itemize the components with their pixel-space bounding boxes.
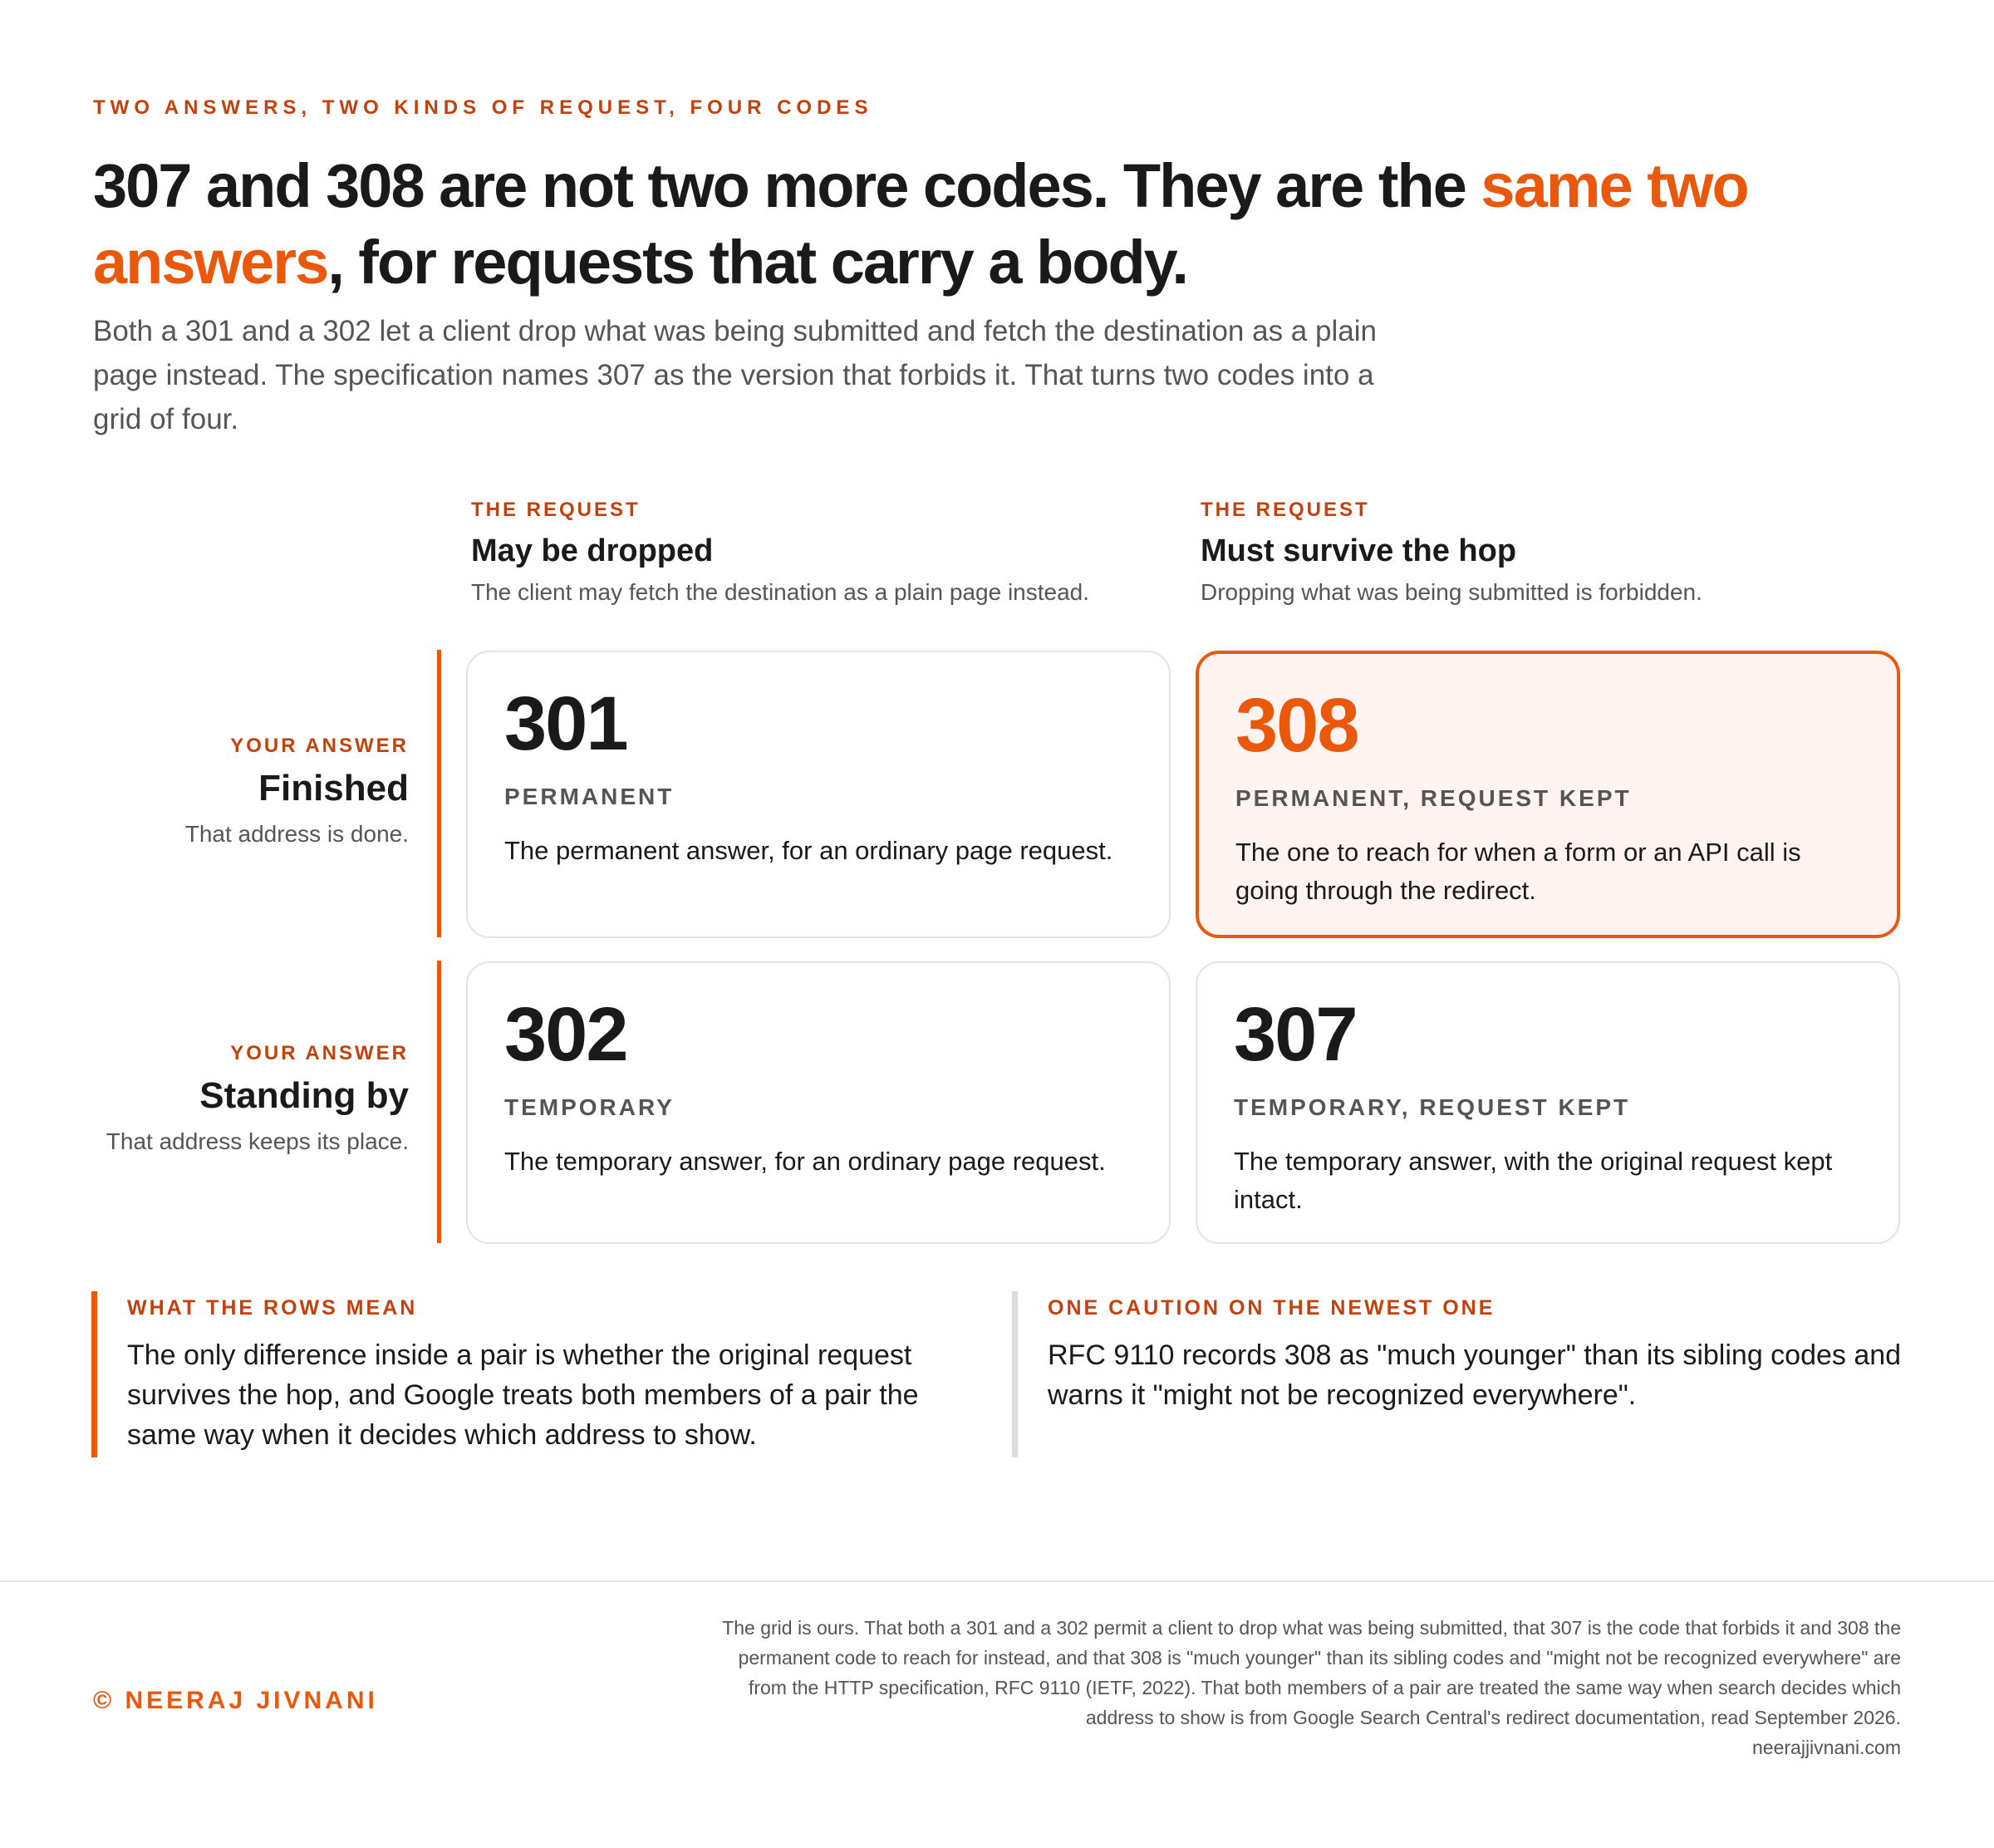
note-body: RFC 9110 records 308 as "much younger" than its sibling codes and warns it "might not be recognized everywhere". [1048, 1339, 1902, 1411]
note-kicker: ONE CAUTION ON THE NEWEST ONE [1048, 1296, 1496, 1320]
row-header-standing-by [60, 1042, 409, 1155]
status-label: TEMPORARY [504, 1094, 675, 1120]
brand-copyright: © NEERAJ JIVNANI [93, 1687, 378, 1714]
row-kicker: YOUR ANSWER [230, 1042, 409, 1064]
status-description: The permanent answer, for an ordinary page request. [504, 836, 1113, 865]
card-308-highlighted [1196, 651, 1900, 938]
column-kicker: THE REQUEST [1201, 499, 1370, 521]
column-subtitle: The client may fetch the destination as a plain page instead. [471, 579, 1090, 605]
status-label: TEMPORARY, REQUEST KEPT [1234, 1094, 1631, 1120]
source-credit [721, 1613, 1901, 1762]
row-title: Standing by [199, 1075, 409, 1116]
row-subtitle: That address is done. [184, 821, 409, 847]
row-kicker: YOUR ANSWER [230, 735, 409, 757]
status-label: PERMANENT [504, 784, 675, 809]
note-body: The only difference inside a pair is whether the original request survives the hop, and Google treats both members of a pair the same way when it decides which address to show. [127, 1339, 919, 1451]
status-description: The one to reach for when a form or an API call is going through the redirect. [1235, 838, 1801, 905]
footer-divider [0, 1580, 1994, 1582]
headline-part-1: 307 and 308 are not two more codes. They are the [93, 151, 1481, 220]
status-code: 308 [1235, 683, 1358, 768]
row-title: Finished [258, 768, 409, 808]
card-302 [466, 961, 1171, 1244]
row-header-finished [60, 735, 409, 848]
row-rule-finished [437, 650, 441, 937]
site-link[interactable]: neerajjivnani.com [1752, 1737, 1901, 1758]
column-subtitle: Dropping what was being submitted is forbidden. [1201, 579, 1702, 605]
row-subtitle: That address keeps its place. [106, 1128, 409, 1154]
column-title: Must survive the hop [1201, 533, 1517, 568]
column-header-may-be-dropped [471, 499, 1169, 606]
status-code: 307 [1234, 992, 1357, 1077]
eyebrow: TWO ANSWERS, TWO KINDS OF REQUEST, FOUR CODES [93, 96, 873, 119]
card-301 [466, 651, 1171, 938]
column-kicker: THE REQUEST [471, 499, 641, 521]
headline-accent: same two answers [93, 151, 1748, 297]
status-code: 302 [504, 992, 627, 1077]
intro-paragraph: Both a 301 and a 302 let a client drop what was being submitted and fetch the destination as a plain page instead. The specification names 307 as the version that forbids it. That turns two codes into a grid of four. [93, 315, 1377, 435]
headline [93, 148, 1921, 301]
status-label: PERMANENT, REQUEST KEPT [1235, 785, 1632, 811]
status-description: The temporary answer, with the original request kept intact. [1234, 1147, 1833, 1214]
row-rule-standing-by [437, 961, 441, 1243]
card-307 [1196, 961, 1900, 1244]
column-header-must-survive [1201, 499, 1898, 606]
credit-text: The grid is ours. That both a 301 and a 302 permit a client to drop what was being submitted, that 307 is the code that forbids it and 308 the permanent code to reach for instead, and that 308 is "much younger" than its sibling codes and "might not be recognized everywhere" are from the HTTP specification, RFC 9110 (IETF, 2022). That both members of a pair are treated the same way when search decides which address to show is from Google Search Central's redirect documentation, read September 2026. [722, 1617, 1901, 1728]
note-one-caution [1012, 1291, 1909, 1457]
status-code: 301 [504, 681, 627, 766]
column-title: May be dropped [471, 533, 714, 568]
headline-part-2: , for requests that carry a body. [327, 228, 1187, 297]
note-what-the-rows-mean [91, 1291, 972, 1457]
status-description: The temporary answer, for an ordinary page request. [504, 1147, 1106, 1176]
note-kicker: WHAT THE ROWS MEAN [127, 1296, 418, 1320]
